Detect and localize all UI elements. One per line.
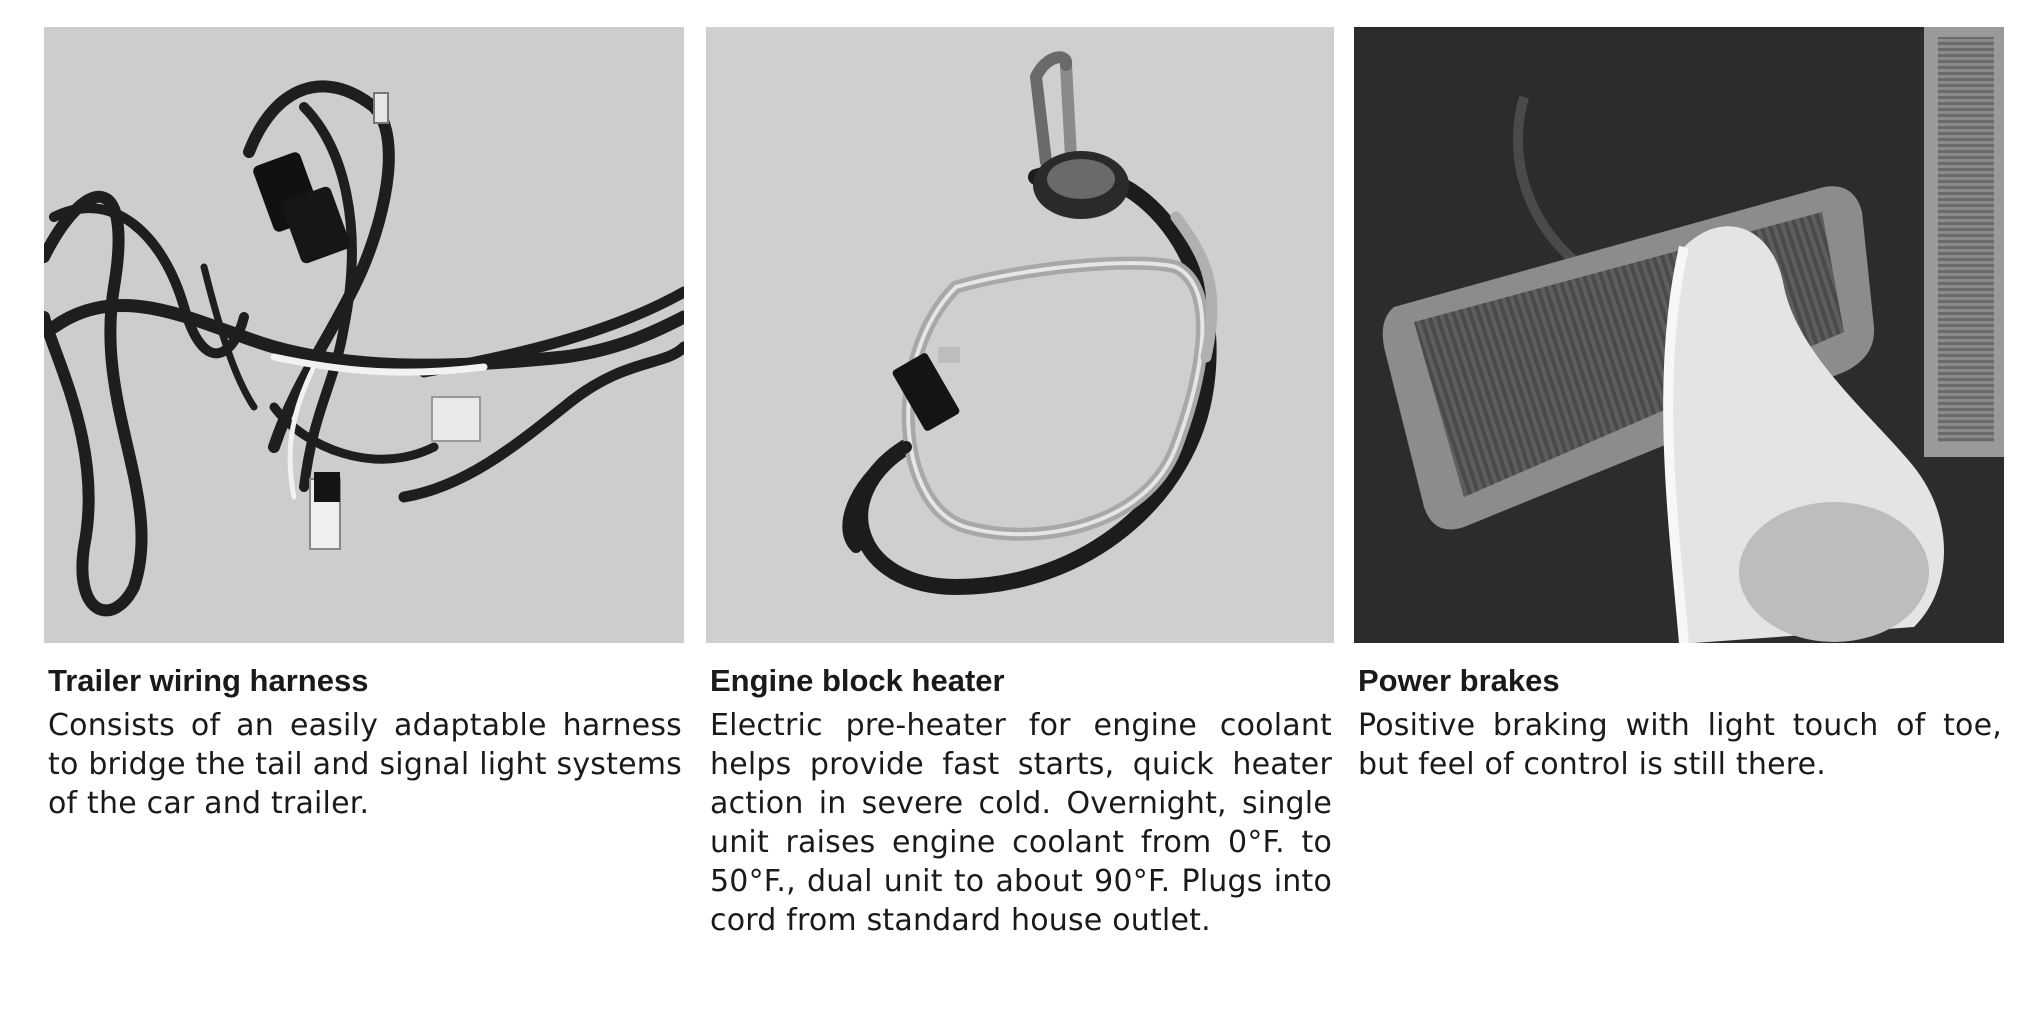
panel-description: Positive braking with light touch of toe, but feel of control is still there.	[1358, 708, 2002, 782]
engine-block-heater-photo	[706, 27, 1334, 643]
panel-description: Consists of an easily adaptable harness to bridge the tail and signal light systems of the car and trailer.	[48, 708, 682, 821]
panel-title: Engine block heater	[710, 663, 1005, 698]
panel-title: Trailer wiring harness	[48, 663, 369, 698]
panel-description: Electric pre-heater for engine coolant helps provide fast starts, quick heater action in severe cold. Overnight, single unit raises engine coolant from 0°F. to 50°F., dual unit to about 90°F. Plugs into cord from standard house outlet.	[710, 708, 1332, 938]
panel-title: Power brakes	[1358, 663, 1560, 698]
trailer-wiring-harness-photo	[44, 27, 684, 643]
power-brakes-photo	[1354, 27, 2004, 643]
